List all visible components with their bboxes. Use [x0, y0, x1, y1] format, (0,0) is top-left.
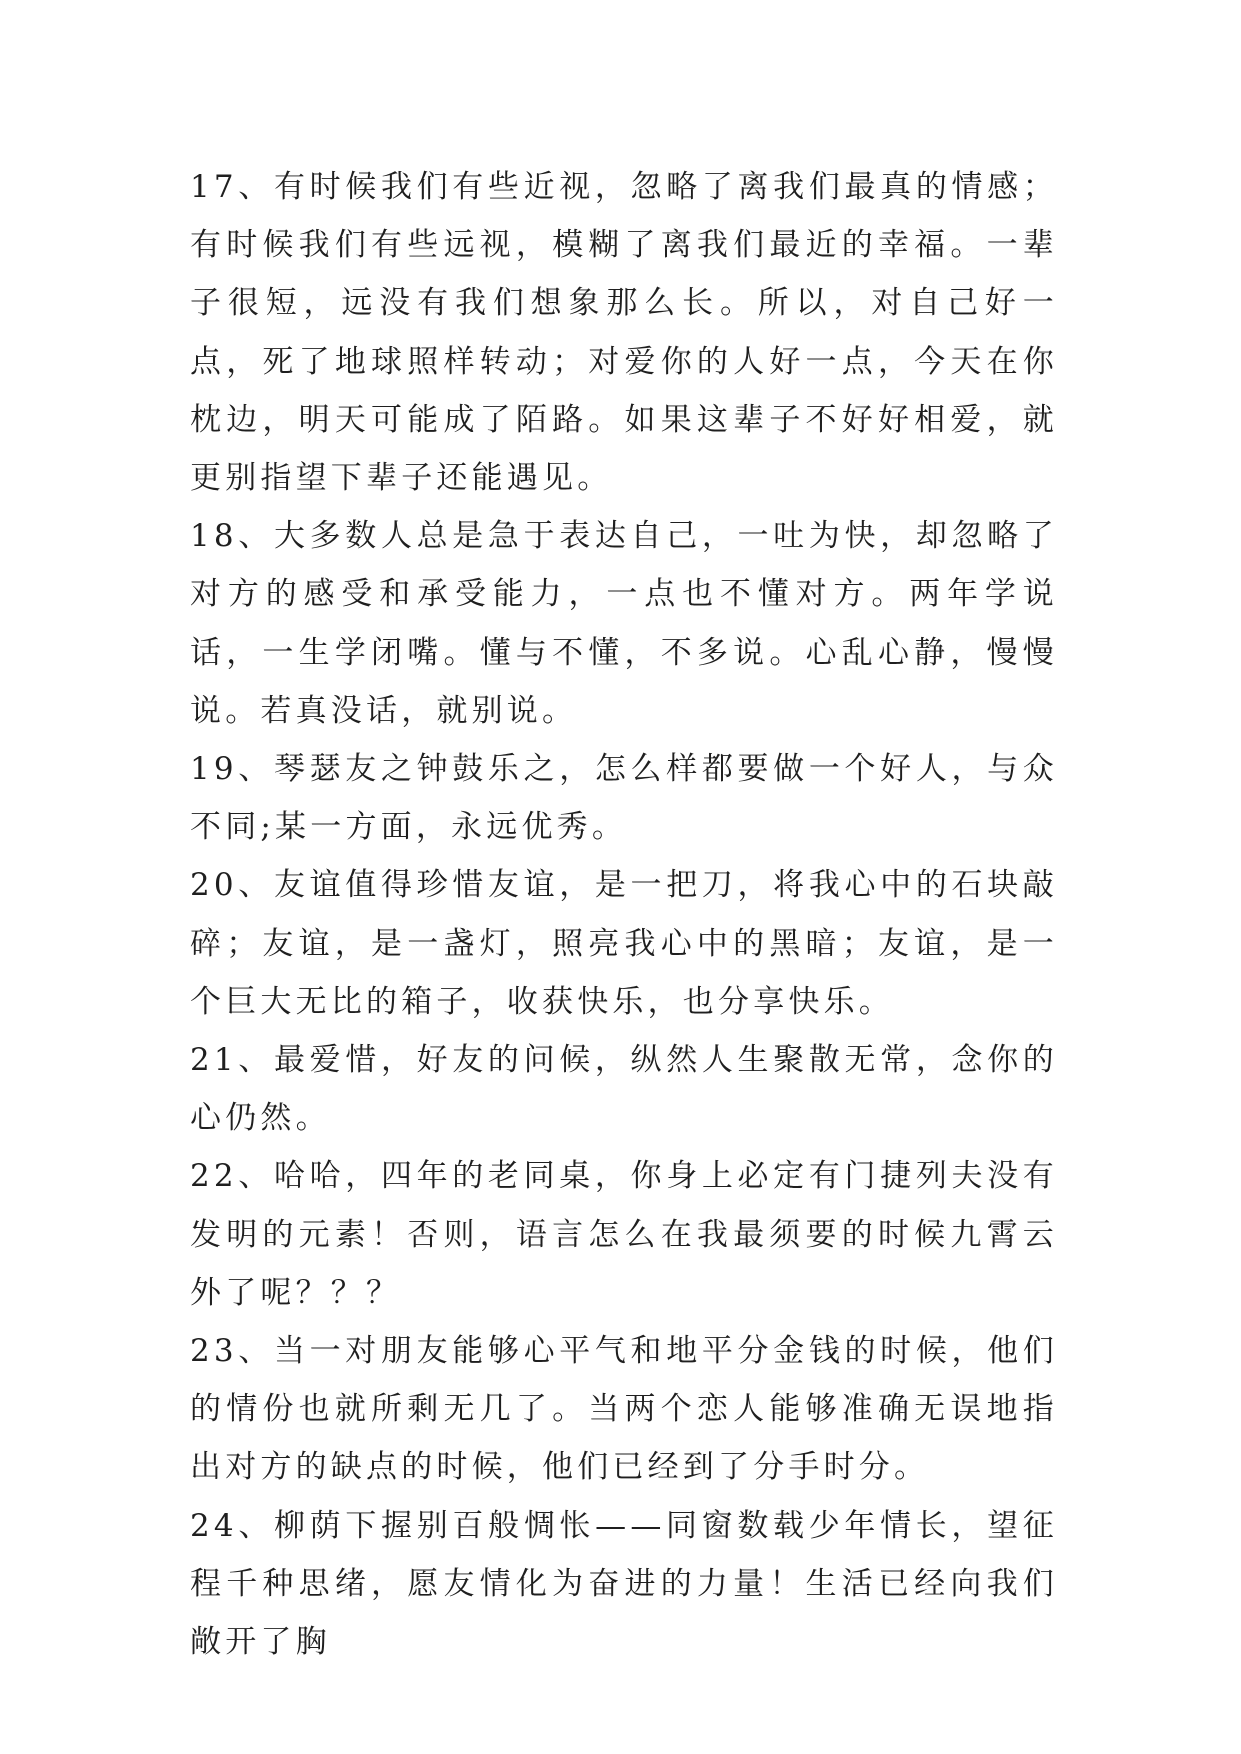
paragraph-19: 19、琴瑟友之钟鼓乐之，怎么样都要做一个好人，与众不同;某一方面，永远优秀。 — [190, 751, 1058, 846]
paragraph-24: 24、柳荫下握别百般惆怅——同窗数载少年情长，望征程千种思绪，愿友情化为奋进的力量！生活已经向我们敞开了胸 — [190, 1507, 1058, 1661]
paragraph-22: 22、哈哈，四年的老同桌，你身上必定有门捷列夫没有发明的元素！否则，语言怎么在我最须要的时候九霄云外了呢？？？ — [190, 1158, 1058, 1311]
paragraph-21: 21、最爱惜，好友的问候，纵然人生聚散无常，念你的心仍然。 — [190, 1042, 1058, 1137]
paragraph-20: 20、友谊值得珍惜友谊，是一把刀，将我心中的石块敲碎；友谊，是一盏灯，照亮我心中的黑暗；友谊，是一个巨大无比的箱子，收获快乐，也分享快乐。 — [190, 867, 1058, 1020]
paragraph-23: 23、当一对朋友能够心平气和地平分金钱的时候，他们的情份也就所剩无几了。当两个恋人能够准确无误地指出对方的缺点的时候，他们已经到了分手时分。 — [190, 1333, 1058, 1486]
paragraph-18: 18、大多数人总是急于表达自己，一吐为快，却忽略了对方的感受和承受能力，一点也不懂对方。两年学说话，一生学闭嘴。懂与不懂，不多说。心乱心静，慢慢说。若真没话，就别说。 — [190, 518, 1058, 729]
document-body — [190, 158, 1058, 1671]
paragraph-17: 17、有时候我们有些近视，忽略了离我们最真的情感；有时候我们有些远视，模糊了离我们最近的幸福。一辈子很短，远没有我们想象那么长。所以，对自己好一点，死了地球照样转动；对爱你的人好一点，今天在你枕边，明天可能成了陌路。如果这辈子不好好相爱，就更别指望下辈子还能遇见。 — [190, 169, 1058, 497]
